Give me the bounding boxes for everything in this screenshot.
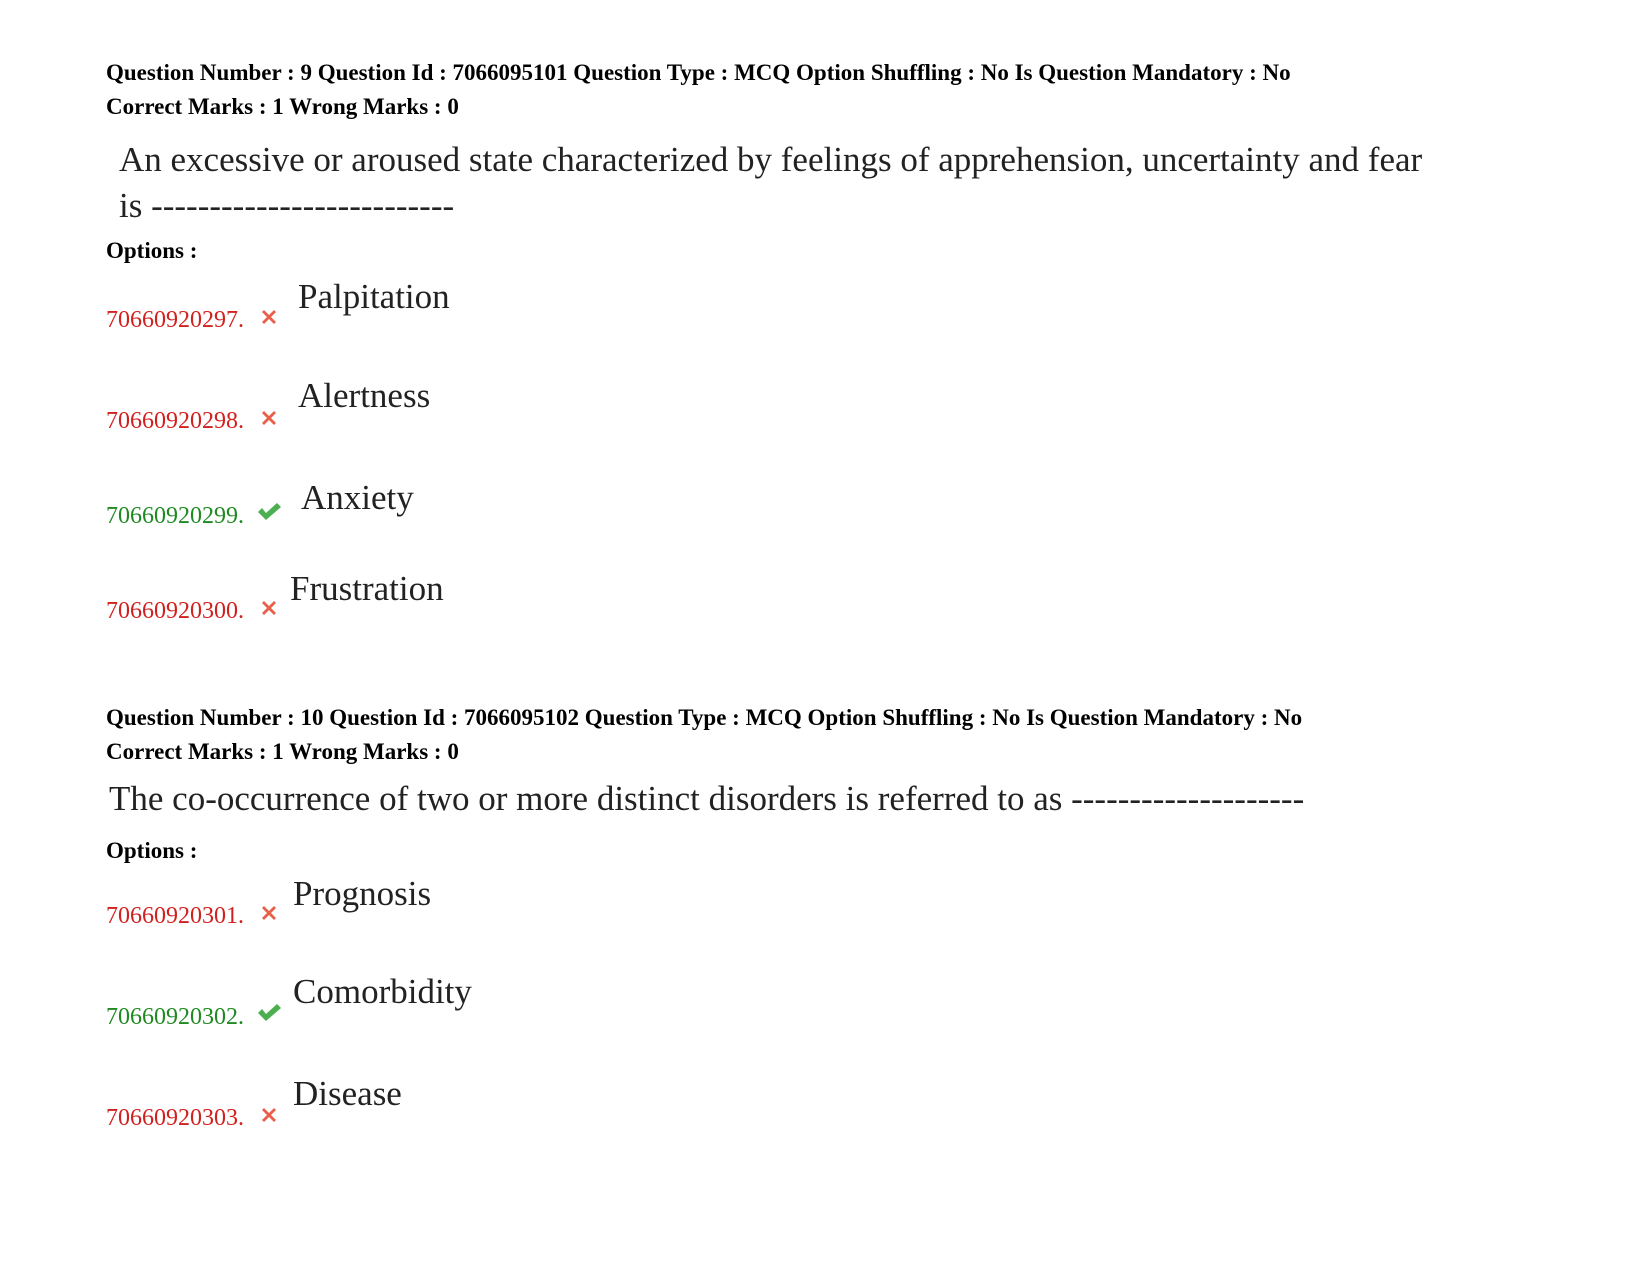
question-9-meta xyxy=(106,56,1291,124)
question-10-meta-line2: Correct Marks : 1 Wrong Marks : 0 xyxy=(106,739,459,764)
cross-icon xyxy=(258,597,280,619)
option-text: Frustration xyxy=(290,569,444,608)
option-id: 70660920299. xyxy=(106,503,244,529)
option-text: Prognosis xyxy=(293,874,432,913)
question-9-meta-line1: Question Number : 9 Question Id : 7066095101 Question Type : MCQ Option Shuffling : No Is Question Mandatory : No xyxy=(106,60,1291,85)
option-id: 70660920301. xyxy=(106,903,244,929)
option-id: 70660920297. xyxy=(106,307,244,333)
question-10-options-label: Options : xyxy=(106,838,198,863)
option-text: Anxiety xyxy=(301,478,414,517)
option-id: 70660920302. xyxy=(106,1004,244,1030)
question-9-options-label: Options : xyxy=(106,238,198,263)
option-text: Alertness xyxy=(298,376,431,415)
question-9-meta-line2: Correct Marks : 1 Wrong Marks : 0 xyxy=(106,94,459,119)
question-10-meta-line1: Question Number : 10 Question Id : 7066095102 Question Type : MCQ Option Shuffling : No Is Question Mandatory : No xyxy=(106,705,1303,730)
option-text: Palpitation xyxy=(298,277,450,316)
option-id: 70660920298. xyxy=(106,408,244,434)
question-10-text-line1: The co-occurrence of two or more distinct disorders is referred to as -------------------- xyxy=(109,779,1305,818)
question-9-text-line2: is -------------------------- xyxy=(119,186,455,225)
cross-icon xyxy=(258,902,280,924)
cross-icon xyxy=(258,407,280,429)
option-text: Comorbidity xyxy=(293,972,472,1011)
check-icon xyxy=(256,1001,282,1023)
cross-icon xyxy=(258,306,280,328)
option-id: 70660920303. xyxy=(106,1105,244,1131)
question-9-text-line1: An excessive or aroused state characterized by feelings of apprehension, uncertainty and fear xyxy=(119,140,1423,179)
cross-icon xyxy=(258,1104,280,1126)
check-icon xyxy=(256,500,282,522)
option-id: 70660920300. xyxy=(106,598,244,624)
question-10-meta xyxy=(106,701,1302,769)
option-text: Disease xyxy=(293,1074,402,1113)
